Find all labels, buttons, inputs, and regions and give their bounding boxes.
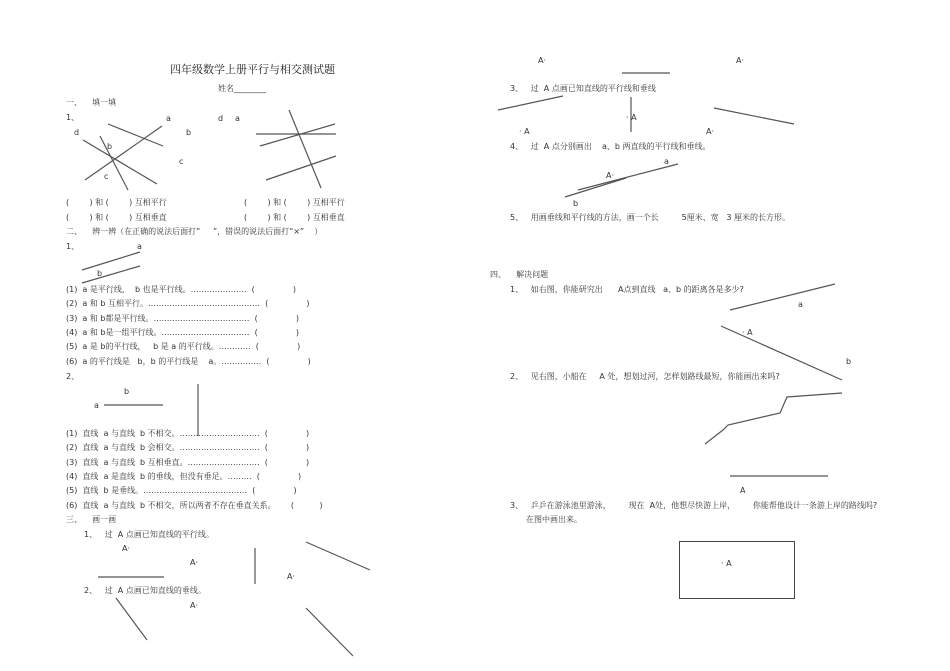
s4-q1-line-b (721, 326, 842, 380)
s3-q3-point-a-left: · A (519, 127, 530, 136)
s4-q2-river-bank (705, 393, 842, 444)
s2-q1-item-6: (6) a 的平行线是 b，b 的平行线是 a。…………… ( ) (66, 357, 311, 366)
s1-label-c-right: c (179, 157, 184, 166)
page-title: 四年级数学上册平行与相交测试题 (170, 63, 335, 76)
s2-q2-item-2: (2) 直线 a 与直线 b 会相交。………………………… ( ) (66, 443, 310, 452)
s2-q1-item-2: (2) a 和 b 互相平行。…………………………………… ( ) (66, 299, 310, 308)
s2-q2-item-5: (5) 直线 b 是垂线。………………………………… ( ) (66, 486, 297, 495)
s3-q3-line-left (498, 96, 563, 110)
s4-q1-label-a: a (798, 300, 803, 309)
s1-blank-row2-right: ( ) 和 ( ) 互相垂直 (244, 213, 345, 222)
s1-label-b-right: b (186, 128, 192, 137)
s3-top-point-a1: A· (538, 56, 547, 65)
s2-q2-item-6: (6) 直线 a 与直线 b 不相交，所以两者不存在垂直关系。 ( ) (66, 501, 323, 510)
s3-q2-text: 2、 过 A 点画已知直线的垂线。 (84, 586, 206, 595)
s1-right-line-3 (266, 156, 336, 180)
s4-q1-line-a (730, 284, 835, 310)
s1-blank-row1-right: ( ) 和 ( ) 互相平行 (244, 198, 345, 207)
s2-line-b (82, 266, 140, 283)
s1-line-3 (85, 126, 162, 180)
s1-right-label-a: a (235, 114, 240, 123)
s1-q1-number: 1、 (66, 113, 80, 122)
s1-right-line-4 (289, 110, 321, 188)
s2-q2-item-4: (4) 直线 a 是直线 b 的垂线，但没有垂足。……… ( ) (66, 472, 302, 481)
s3-q1-text: 1、 过 A 点画已知直线的平行线。 (84, 530, 214, 539)
s4-q3-text-line2: 在图中画出来。 (526, 515, 582, 524)
section3-heading: 三、 画一画 (66, 515, 117, 524)
s4-q3-text-line1: 3、 乒乒在游泳池里游泳， 现在 A处，他想尽快游上岸， 你能帮他设计一条游上岸的路线吗? (510, 501, 878, 510)
s3-q2-point-a: A· (190, 601, 199, 610)
s3-q4-line-b (565, 178, 626, 197)
s1-line-1 (108, 124, 163, 146)
s2-q1-item-4: (4) a 和 b是一组平行线。…………………………… ( ) (66, 328, 299, 337)
s3-q3-point-a-right: A· (706, 127, 715, 136)
s1-label-a: a (166, 114, 171, 123)
name-field: 姓名________ (218, 84, 266, 93)
s3-q3-text: 3、 过 A 点画已知直线的平行线和垂线 (510, 84, 656, 93)
s3-q5-text: 5、 用画垂线和平行线的方法，画一个长 5厘米、宽 3 厘米的长方形。 (510, 213, 790, 222)
s1-right-line-2 (260, 124, 335, 146)
s3-q4-text: 4、 过 A 点分别画出 a、b 两直线的平行线和垂线。 (510, 142, 711, 151)
section2-heading: 二、 辨一辨（在正确的说法后面打“ ”，错误的说法后面打“×” ） (66, 227, 323, 236)
s3-q4-point-a: A· (606, 171, 615, 180)
s3-q4-label-a: a (664, 157, 669, 166)
s4-q1-point-a: · A (742, 328, 753, 337)
s2-q1-item-3: (3) a 和 b都是平行线。……………………………… ( ) (66, 314, 299, 323)
s2-q2-label-a: a (94, 401, 99, 410)
s2-q2-item-1: (1) 直线 a 与直线 b 不相交。………………………… ( ) (66, 429, 310, 438)
s3-q3-line-right (714, 108, 794, 124)
s3-q1-point-a1: A· (122, 544, 131, 553)
s2-q2-item-3: (3) 直线 a 与直线 b 互相垂直。……………………… ( ) (66, 458, 310, 467)
section1-heading: 一、 填一填 (66, 98, 117, 107)
s1-line-4 (100, 136, 128, 190)
s4-q2-point-a: A (740, 486, 746, 495)
s3-q2-line-2 (306, 608, 353, 656)
s3-q4-line-a (578, 164, 678, 190)
s2-line-a (82, 252, 140, 270)
s1-blank-row2-left: ( ) 和 ( ) 互相垂直 (66, 213, 167, 222)
section4-heading: 四、 解决问题 (490, 270, 549, 279)
s3-q1-point-a3: A· (287, 572, 296, 581)
s1-blank-row1-left: ( ) 和 ( ) 互相平行 (66, 198, 167, 207)
s2-q1-label-b: b (97, 269, 103, 278)
s4-q2-text: 2、 见右图，小船在 A 处，想划过河，怎样划路线最短，你能画出来吗? (510, 372, 780, 381)
s1-label-c: c (104, 172, 109, 181)
s3-q1-point-a2: A· (190, 558, 199, 567)
s3-q2-line-1 (116, 598, 147, 640)
s3-q4-label-b: b (573, 199, 579, 208)
s4-q3-point-a: · A (721, 559, 732, 568)
s3-q1-line-diagonal (306, 542, 370, 570)
s3-top-point-a2: A· (736, 56, 745, 65)
s4-q1-text: 1、 如右图，你能研究出 A点到直线 a、b 的距离各是多少? (510, 285, 744, 294)
s1-label-d: d (74, 128, 80, 137)
s3-q3-point-a-mid: · A (626, 113, 637, 122)
s2-q1-item-1: (1) a 是平行线， b 也是平行线。………………… ( ) (66, 285, 297, 294)
s1-label-b: b (107, 142, 113, 151)
s2-q2-number: 2、 (66, 372, 80, 381)
s2-q2-label-b: b (124, 387, 130, 396)
s1-line-2 (83, 140, 157, 184)
s4-q1-label-b: b (846, 357, 852, 366)
s2-q1-number: 1、 (66, 242, 80, 251)
s2-q1-label-a: a (137, 242, 142, 251)
s2-q1-item-5: (5) a 是 b的平行线， b 是 a 的平行线。………… ( ) (66, 342, 301, 351)
s1-right-label-d: d (218, 114, 224, 123)
